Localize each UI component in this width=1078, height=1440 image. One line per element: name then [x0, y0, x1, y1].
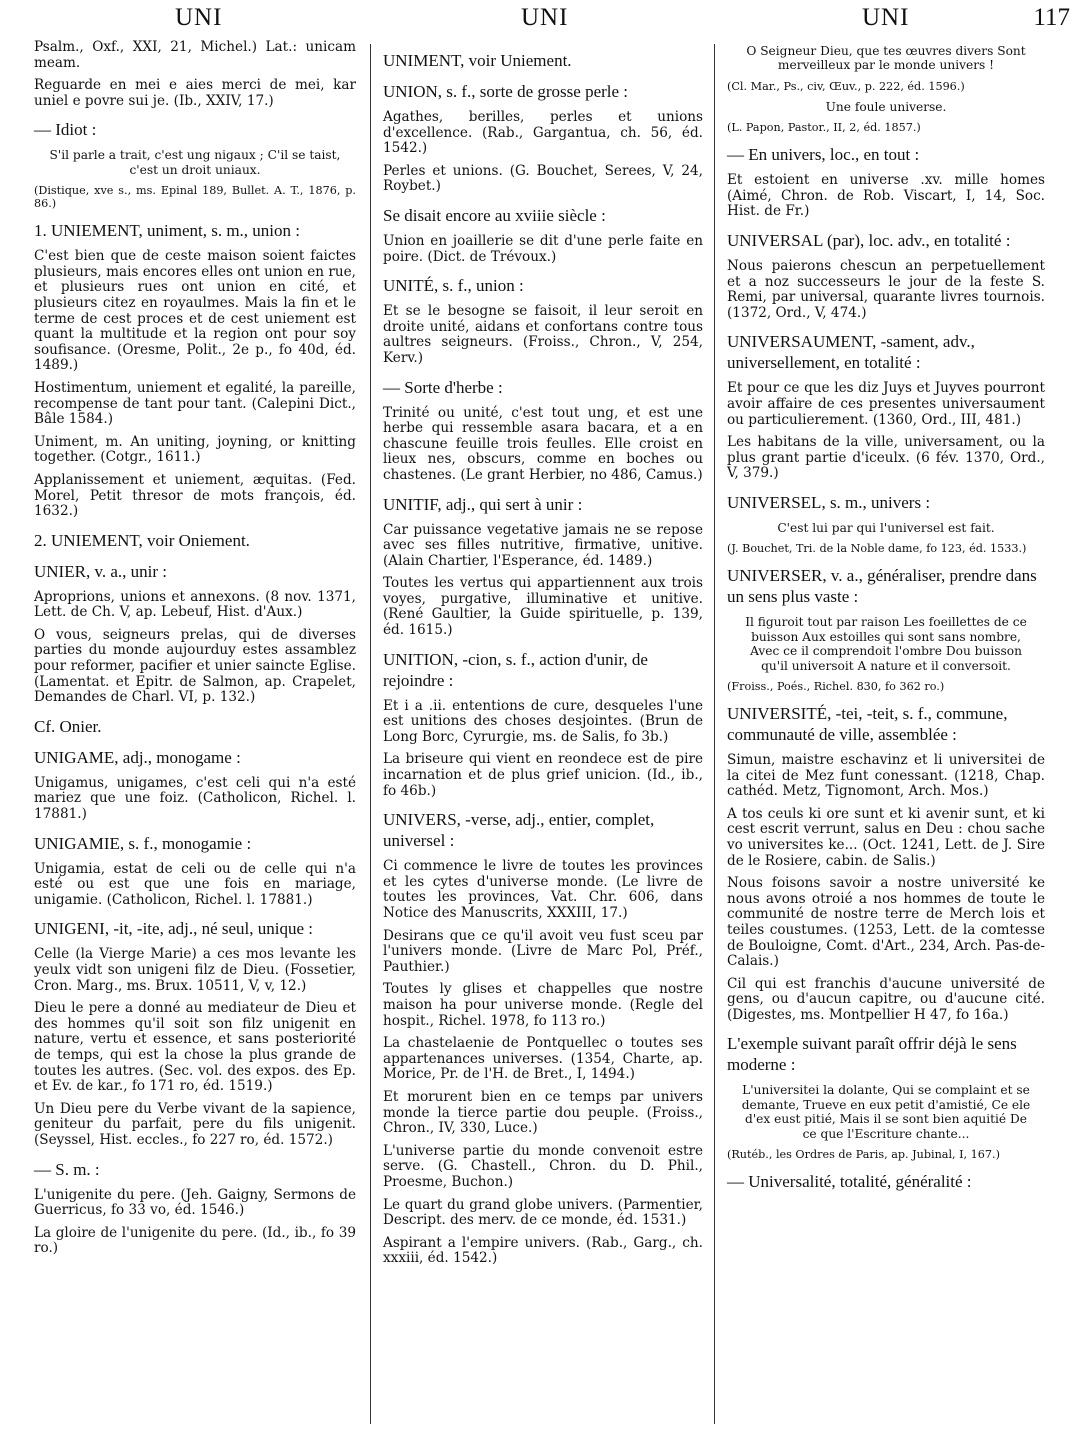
entry-text: Unigamia, estat de celi ou de celle qui n'a esté ou est que une fois en mariage, unigamie. (Catholicon, Richel. l. 17881.) [34, 860, 356, 908]
entry-text: C'est bien que de ceste maison soient faictes plusieurs, mais encores elles ont union en rue, et plusieurs rues ont union en cité, et plusieurs citez en royaulmes. Mais la fin et le terme de cest proces et de cest uniement est quant la multitude et la region ont pour soy soufisance. (Oresme, Polit., 2e p., fo 40d, éd. 1489.) [34, 248, 356, 374]
entry-heading: UNIGENI, -it, -ite, adj., né seul, unique : [34, 919, 314, 939]
column-rule-1 [370, 44, 371, 1424]
entry-text: Simun, maistre eschavinz et li universitei de la citei de Mez funt conessant. (1218, Chap. cathéd. Metz, Tignomont, Arch. Mos.) [727, 751, 1045, 800]
entry-heading: UNIVERSER, v. a., généraliser, prendre dans un sens plus vaste : [727, 566, 1037, 607]
entry-heading: Cf. Onier. [34, 716, 102, 736]
entry-text: Celle (la Vierge Marie) a ces mos levante les yeulx vidt son unigeni filz de Dieu. (Fossetier, Cron. Marg., ms. Brux. 10511, V, v, 12.) [34, 946, 356, 994]
running-head-left: UNI [175, 4, 223, 31]
entry-heading: — Idiot : [34, 120, 97, 140]
entry-text: Et morurent bien en ce temps par univers monde la tierce partie dou peuple. (Froiss., Chron., IV, 330, Luce.) [383, 1088, 703, 1137]
entry-text: Union en joaillerie se dit d'une perle faite en poire. (Dict. de Trévoux.) [383, 232, 703, 265]
column-1 [34, 40, 356, 1264]
entry-text: Et pour ce que les diz Juys et Juyves pourront avoir affaire de ces presentes universaument ou particulierement. (1360, Ord., III, 481.) [727, 380, 1045, 428]
verse-quote: C'est lui par qui l'universel est fait. [777, 520, 995, 535]
entry-text: Un Dieu pere du Verbe vivant de la sapience, geniteur du parfait, pere du fils unigenit. (Seyssel, Hist. eccles., fo 227 ro, éd. 1572.) [34, 1100, 356, 1148]
verse-quote: S'il parle a trait, c'est ung nigaux ; C'il se taist, c'est un droit uniaux. [49, 148, 341, 177]
entry-text: Toutes ly glises et chappelles que nostre maison ha pour universe monde. (Regle del hospit., Richel. 1978, fo 113 ro.) [383, 981, 703, 1029]
verse-quote: Une foule universe. [825, 99, 947, 114]
verse-quote: Il figuroit tout par raison Les foeillettes de ce buisson Aux estoilles qui sont sans nombre, Avec ce il comprendoit l'ombre Dou buisson qu'il universoit A nature et il conversoit. [745, 615, 1027, 673]
entry-text: Aproprions, unions et annexons. (8 nov. 1371, Lett. de Ch. V, ap. Lebeuf, Hist. d'Aux.) [34, 588, 356, 621]
entry-text: Cil qui est franchis d'aucune université de gens, ou d'aucun capitre, ou d'aucune cité. (Digestes, ms. Montpellier H 47, fo 16a.) [727, 975, 1045, 1023]
entry-text: A tos ceuls ki ore sunt et ki avenir sunt, et ki cest escrit verrunt, salus en Deu : chou sache vo universites ke... (Oct. 1241, Lett. de J. Sire de le Rosiere, cabin. de Salis.) [727, 805, 1045, 869]
entry-text: La gloire de l'unigenite du pere. (Id., ib., fo 39 ro.) [34, 1224, 356, 1257]
entry-heading: Se disait encore au xviiie siècle : [383, 205, 606, 225]
entry-text: La briseure qui vient en reondece est de pire incarnation et de plus grief unicion. (Id., ib., fo 46b.) [383, 751, 703, 799]
entry-text: Car puissance vegetative jamais ne se repose avec ses filles nutritive, firmative, unitive. (Alain Chartier, l'Esperance, éd. 1489.) [383, 521, 703, 569]
entry-text: Desirans que ce qu'il avoit veu fust sceu par l'univers monde. (Livre de Marc Pol, Préf., Pauthier.) [383, 927, 703, 975]
entry-text: Nous paierons chescun an perpetuellement et a noz successeurs le jour de la feste S. Remi, par universal, quarante livres tournois. (1372, Ord., V, 474.) [727, 258, 1045, 321]
entry-heading: — S. m. : [34, 1159, 100, 1179]
entry-text: Uniment, m. An uniting, joyning, or knitting together. (Cotgr., 1611.) [34, 433, 356, 466]
entry-text: Reguarde en mei e aies merci de mei, kar uniel e povre sui je. (Ib., XXIV, 17.) [34, 77, 356, 109]
citation: (J. Bouchet, Tri. de la Noble dame, fo 123, éd. 1533.) [727, 542, 1027, 556]
page-number: 117 [1033, 4, 1070, 31]
column-3 [727, 40, 1045, 1200]
entry-heading: UNIVERSAUMENT, -sament, adv., universellement, en totalité : [727, 332, 975, 373]
entry-text: La chastelaenie de Pontquellec o toutes ses appartenances universes. (1354, Charte, ap. Morice, Pr. de l'H. de Bret., I, 1494.) [383, 1035, 703, 1083]
entry-heading: UNIVERSAL (par), loc. adv., en totalité : [727, 231, 1011, 250]
entry-heading: UNIVERS, -verse, adj., entier, complet, universel : [383, 810, 655, 851]
column-2 [383, 40, 703, 1274]
entry-heading: UNIGAMIE, s. f., monogamie : [34, 833, 252, 853]
entry-text: L'unigenite du pere. (Jeh. Gaigny, Sermons de Guerricus, fo 33 vo, éd. 1546.) [34, 1186, 356, 1219]
entry-text: Psalm., Oxf., XXI, 21, Michel.) Lat.: unicam meam. [34, 39, 356, 71]
entry-text: Aspirant a l'empire univers. (Rab., Garg., ch. xxxiii, éd. 1542.) [383, 1234, 703, 1267]
verse-quote: O Seigneur Dieu, que tes œuvres divers Sont merveilleux par le monde univers ! [746, 44, 1026, 73]
entry-heading: UNION, s. f., sorte de grosse perle : [383, 82, 629, 101]
entry-text: Toutes les vertus qui appartiennent aux trois voyes, purgative, illuminative et unitive. (René Gaultier, la Guide spirituelle, p. 139, éd. 1615.) [383, 575, 703, 639]
entry-text: Unigamus, unigames, c'est celi qui n'a esté mariez que une foiz. (Catholicon, Richel. l. 17881.) [34, 774, 356, 823]
entry-text: Et i a .ii. ententions de cure, desqueles l'une est unitions des choses desjointes. (Brun de Long Borc, Cyrurgie, ms. de Salis, fo 3b.) [383, 697, 703, 745]
entry-heading: UNITIF, adj., qui sert à unir : [383, 494, 583, 514]
entry-heading: UNIER, v. a., unir : [34, 561, 167, 581]
running-head-right: UNI [862, 4, 910, 31]
citation: (L. Papon, Pastor., II, 2, éd. 1857.) [727, 121, 921, 135]
entry-heading: — Universalité, totalité, généralité : [727, 1172, 972, 1192]
entry-text: Ci commence le livre de toutes les provinces et les cytes d'universe monde. (Le livre de toutes les provinces, Vat. Chr. 606, dans Notice des Manuscrits, XXXIII, 17.) [383, 858, 703, 921]
entry-heading: 1. UNIEMENT, uniment, s. m., union : [34, 221, 300, 241]
entry-heading: UNITÉ, s. f., union : [383, 276, 524, 296]
entry-heading: UNIVERSITÉ, -tei, -teit, s. f., commune, communauté de ville, assemblée : [727, 703, 1008, 744]
entry-heading: 2. UNIEMENT, voir Oniement. [34, 530, 250, 550]
entry-text: Nous foisons savoir a nostre université ke nous avons otroié a nos hommes de toute le communité de nostre terre de Merch lois et teiles coustumes. (1253, Lett. de la comtesse de Bouloigne, Comt. d'Art., 234, Arch. Pas-de-Calais.) [727, 875, 1045, 970]
citation: (Cl. Mar., Ps., civ, Œuv., p. 222, éd. 1596.) [727, 79, 965, 93]
entry-heading: — En univers, loc., en tout : [727, 145, 920, 165]
entry-text: L'universe partie du monde convenoit estre serve. (G. Chastell., Chron. du D. Phil., Proesme, Buchon.) [383, 1142, 703, 1190]
running-head-center: UNI [521, 4, 569, 31]
citation: (Rutéb., les Ordres de Paris, ap. Jubinal, I, 167.) [727, 1148, 1000, 1162]
verse-quote: L'universitei la dolante, Qui se complaint et se demante, Trueve en eux petit d'amistié, Ce ele d'ex eust pitié, Mais il se sont bien aquitié De ce que l'Escriture chante... [741, 1083, 1031, 1141]
citation: (Froiss., Poés., Richel. 830, fo 362 ro.) [727, 679, 945, 693]
entry-text: Les habitans de la ville, universament, ou la plus grant partie d'iceulx. (6 fév. 1370, Ord., V, 379.) [727, 434, 1045, 482]
entry-text: Dieu le pere a donné au mediateur de Dieu et des hommes qu'il soit son filz unigenit en nature, vertu et essence, et sans posteriorité de temps, qui est la chose la plus grande de toutes les autres. (Sec. vol. des expos. des Ep. et Ev. de kar., fo 171 ro, éd. 1519.) [34, 1000, 356, 1095]
entry-text: O vous, seigneurs prelas, qui de diverses parties du monde aujourduy estes assamblez pour reformer, pacifier et unier saincte Eglise. (Lamentat. et Epitr. de Salmon, ap. Crapelet, Demandes de Charl. VI, p. 132.) [34, 626, 356, 706]
entry-text: Hostimentum, uniement et egalité, la pareille, recompense de tant pour tant. (Calepini Dict., Bâle 1584.) [34, 379, 356, 428]
entry-text: Et se le besogne se faisoit, il leur seroit en droite unité, aidans et confortans contre tous aultres seigneurs. (Froiss., Chron., V, 254, Kerv.) [383, 303, 703, 366]
column-rule-2 [714, 44, 715, 1424]
entry-text: Trinité ou unité, c'est tout ung, et est une herbe qui ressemble asara bacara, et a en chascune feuille trois feulles. Elle croist en lieux nes, obscurs, comme en boches ou chastenes. (Le grant Herbier, no 486, Camus.) [383, 404, 703, 483]
citation: (Distique, xve s., ms. Epinal 189, Bullet. A. T., 1876, p. 86.) [34, 184, 356, 211]
entry-heading: L'exemple suivant paraît offrir déjà le sens moderne : [727, 1034, 1017, 1075]
entry-heading: UNIMENT, voir Uniement. [383, 51, 572, 70]
entry-text: Le quart du grand globe univers. (Parmentier, Descript. des merv. de ce monde, éd. 1531.) [383, 1196, 703, 1229]
entry-heading: UNIGAME, adj., monogame : [34, 747, 241, 767]
entry-heading: UNITION, -cion, s. f., action d'unir, de rejoindre : [383, 649, 648, 690]
entry-text: Perles et unions. (G. Bouchet, Serees, V, 24, Roybet.) [383, 162, 703, 195]
entry-heading: UNIVERSEL, s. m., univers : [727, 492, 931, 512]
entry-text: Agathes, berilles, perles et unions d'excellence. (Rab., Gargantua, ch. 56, éd. 1542.) [383, 109, 703, 157]
entry-text: Applanissement et uniement, æquitas. (Fed. Morel, Petit thresor de mots françois, éd. 1632.) [34, 471, 356, 520]
entry-heading: — Sorte d'herbe : [383, 377, 503, 397]
entry-text: Et estoient en universe .xv. mille homes (Aimé, Chron. de Rob. Viscart, I, 14, Soc. Hist. de Fr.) [727, 172, 1045, 220]
